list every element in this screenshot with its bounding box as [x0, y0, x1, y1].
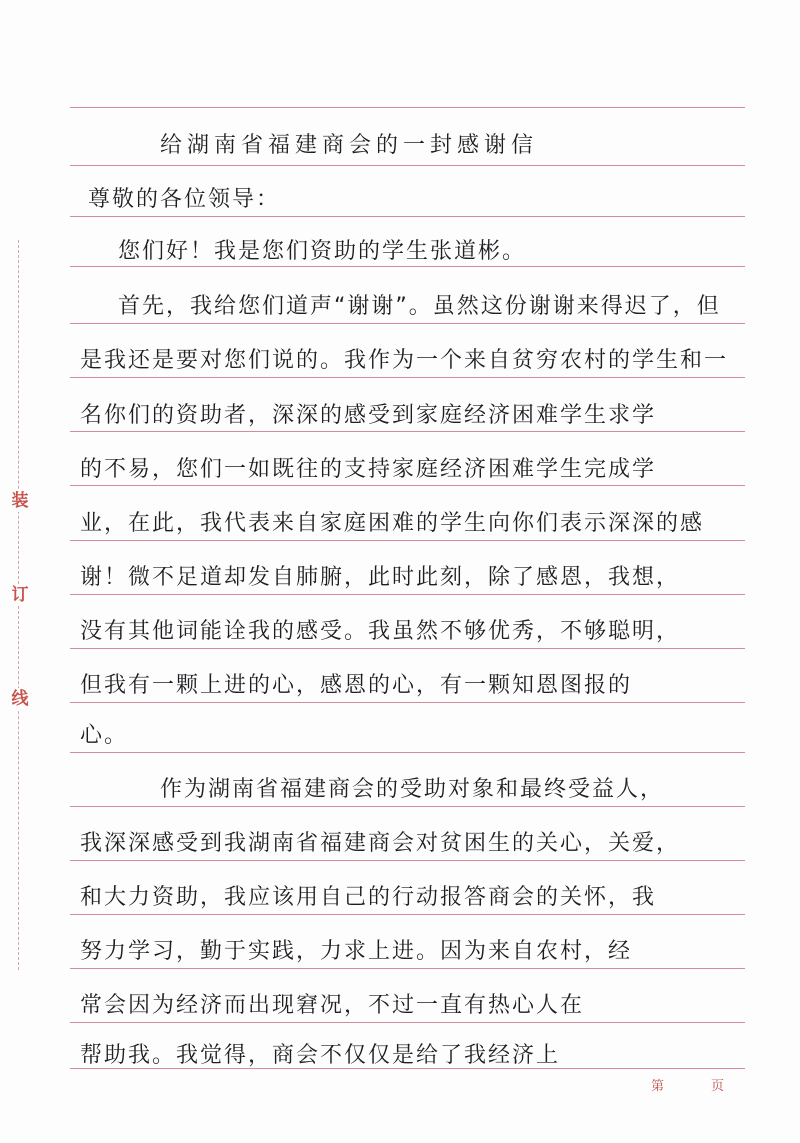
rule-line: [70, 165, 745, 166]
letter-line: 心。: [80, 723, 129, 748]
letter-title: 给湖南省福建商会的一封感谢信: [160, 133, 539, 158]
letter-line: 名你们的资助者，深深的感受到家庭经济困难学生求学: [80, 403, 657, 428]
letter-line: 作为湖南省福建商会的受助对象和最终受益人，: [160, 777, 665, 802]
rule-line: [70, 702, 745, 703]
rule-line: [70, 431, 745, 432]
rule-line: [70, 1022, 745, 1023]
rule-line: [70, 914, 745, 915]
page-number-suffix: 页: [711, 1079, 725, 1094]
letter-line: 我深深感受到我湖南省福建商会对贫困生的关心，关爱，: [80, 831, 681, 856]
rule-line: [70, 216, 745, 217]
letter-line: 您们好！我是您们资助的学生张道彬。: [118, 239, 527, 264]
rule-line: [70, 540, 745, 541]
rule-line: [70, 594, 745, 595]
rule-line: [70, 266, 745, 267]
letter-line: 努力学习，勤于实践，力求上进。因为来自农村，经: [80, 939, 633, 964]
rule-line: [70, 323, 745, 324]
letter-line: 没有其他词能诠我的感受。我虽然不够优秀，不够聪明，: [80, 619, 681, 644]
rule-line: [70, 968, 745, 969]
letter-line: 首先，我给您们道声“谢谢”。虽然这份谢谢来得迟了，但: [118, 294, 721, 319]
binding-label-ding: 订: [11, 585, 29, 605]
rule-line: [70, 752, 745, 753]
letter-line: 谢！微不足道却发自肺腑，此时此刻，除了感恩，我想，: [80, 565, 681, 590]
rule-line: [70, 648, 745, 649]
letter-line: 是我还是要对您们说的。我作为一个来自贫穷农村的学生和一: [80, 348, 729, 373]
rule-line: [70, 107, 745, 108]
rule-line: [70, 485, 745, 486]
letter-line: 业，在此，我代表来自家庭困难的学生向你们表示深深的感: [80, 511, 705, 536]
letter-line: 但我有一颗上进的心，感恩的心，有一颗知恩图报的: [80, 673, 633, 698]
letter-line: 的不易，您们一如既往的支持家庭经济困难学生完成学: [80, 457, 657, 482]
letter-line: 常会因为经济而出现窘况，不过一直有热心人在: [80, 993, 585, 1018]
page-number-prefix: 第: [651, 1079, 665, 1094]
rule-line: [70, 860, 745, 861]
rule-line: [70, 377, 745, 378]
rule-line: [70, 806, 745, 807]
letter-line: 和大力资助，我应该用自己的行动报答商会的关怀，我: [80, 885, 657, 910]
letter-line: 帮助我。我觉得，商会不仅仅是给了我经济上: [80, 1043, 561, 1068]
letter-salutation: 尊敬的各位领导：: [88, 187, 281, 212]
binding-label-zhuang: 装: [11, 491, 29, 511]
binding-label-xian: 线: [11, 689, 29, 709]
